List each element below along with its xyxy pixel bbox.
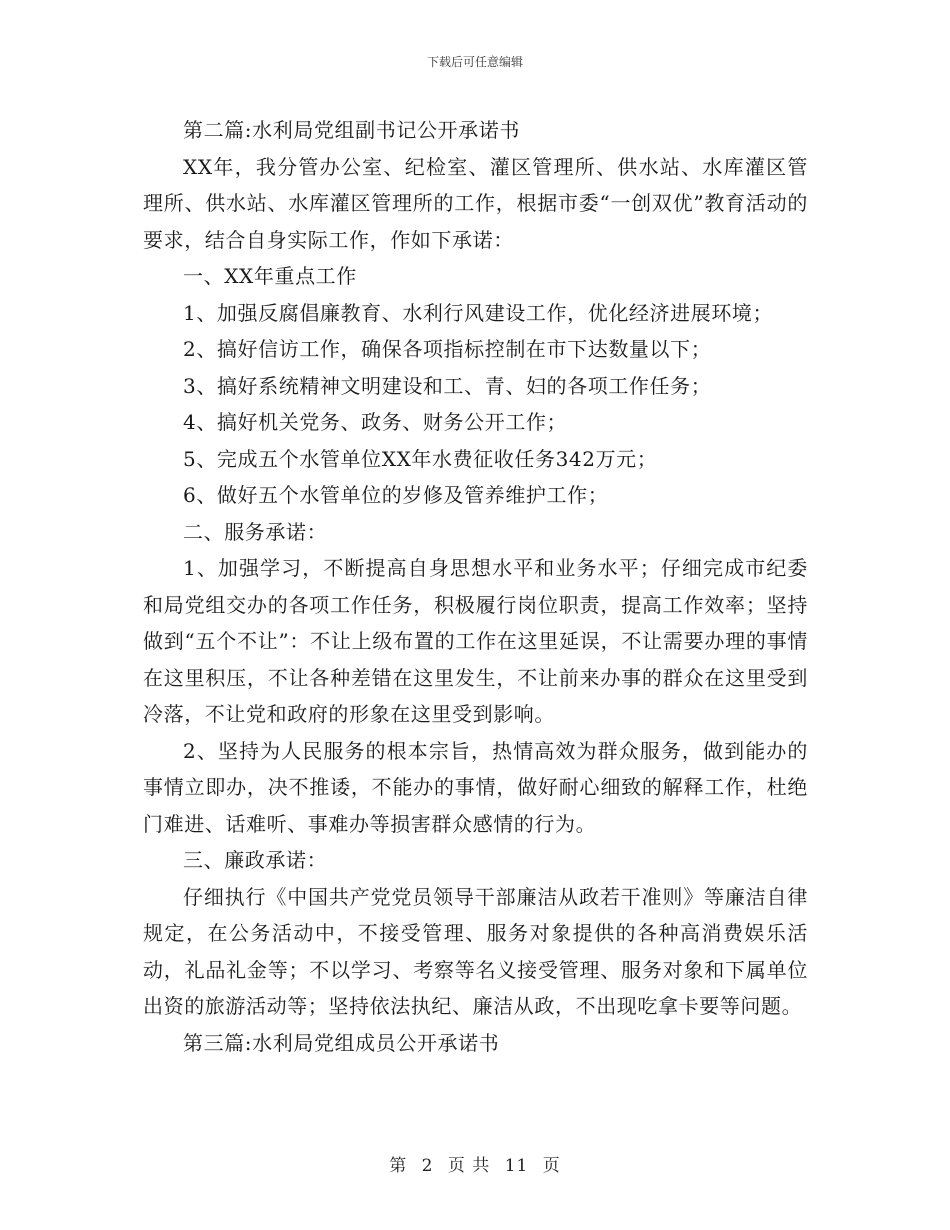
footer-mid: 页 共 xyxy=(447,1156,491,1176)
footer-suffix: 页 xyxy=(542,1156,561,1176)
service-paragraph-2: 2、坚持为人民服务的根本宗旨，热情高效为群众服务，做到能办的事情立即办，决不推诿，不能办的事情，做好耐心细致的解释工作，杜绝门难进、话难听、事难办等损害群众感情的行为。 xyxy=(143,738,808,836)
list-item: 3、搞好系统精神文明建设和工、青、妇的各项工作任务； xyxy=(183,373,712,398)
list-item: 1、加强反腐倡廉教育、水利行风建设工作，优化经济进展环境； xyxy=(183,300,774,325)
subheading-key-work: 一、XX年重点工作 xyxy=(183,264,357,288)
subheading-integrity: 三、廉政承诺： xyxy=(183,848,328,872)
service-paragraph-1: 1、加强学习，不断提高自身思想水平和业务水平；仔细完成市纪委和局党组交办的各项工作任务，积极履行岗位职责，提高工作效率；坚持做到“五个不让”：不让上级布置的工作在这里延误，不让需要办理的事情在这里积压，不让各种差错在这里发生，不让前来办事的群众在这里受到冷落，不让党和政府的形象在这里受到影响。 xyxy=(143,556,808,726)
integrity-paragraph: 仔细执行《中国共产党党员领导干部廉洁从政若干准则》等廉洁自律规定，在公务活动中，不接受管理、服务对象提供的各种高消费娱乐活动，礼品礼金等；不以学习、考察等名义接受管理、服务对象和下属单位出资的旅游活动等；坚持依法执纪、廉洁从政，不出现吃拿卡要等问题。 xyxy=(143,884,808,1018)
intro-paragraph: XX年，我分管办公室、纪检室、灌区管理所、供水站、水库灌区管理所、供水站、水库灌区管理所的工作，根据市委“一创双优”教育活动的要求，结合自身实际工作，作如下承诺： xyxy=(143,154,808,252)
total-pages-number: 11 xyxy=(504,1156,529,1176)
section-heading-2: 第二篇:水利局党组副书记公开承诺书 xyxy=(183,118,520,142)
list-item: 4、搞好机关党务、政务、财务公开工作； xyxy=(183,410,568,434)
header-note: 下载后可任意编辑 xyxy=(426,55,523,69)
subheading-service: 二、服务承诺： xyxy=(183,519,328,544)
document-body xyxy=(143,112,808,1061)
list-item: 6、做好五个水管单位的岁修及管养维护工作； xyxy=(183,483,609,507)
page-footer xyxy=(0,1151,950,1176)
list-item: 2、搞好信访工作，确保各项指标控制在市下达数量以下； xyxy=(183,337,712,361)
list-item: 5、完成五个水管单位XX年水费征收任务342万元； xyxy=(183,446,658,471)
current-page-number: 2 xyxy=(421,1156,434,1176)
footer-prefix: 第 xyxy=(389,1156,408,1176)
section-heading-3: 第三篇:水利局党组成员公开承诺书 xyxy=(183,1030,500,1055)
